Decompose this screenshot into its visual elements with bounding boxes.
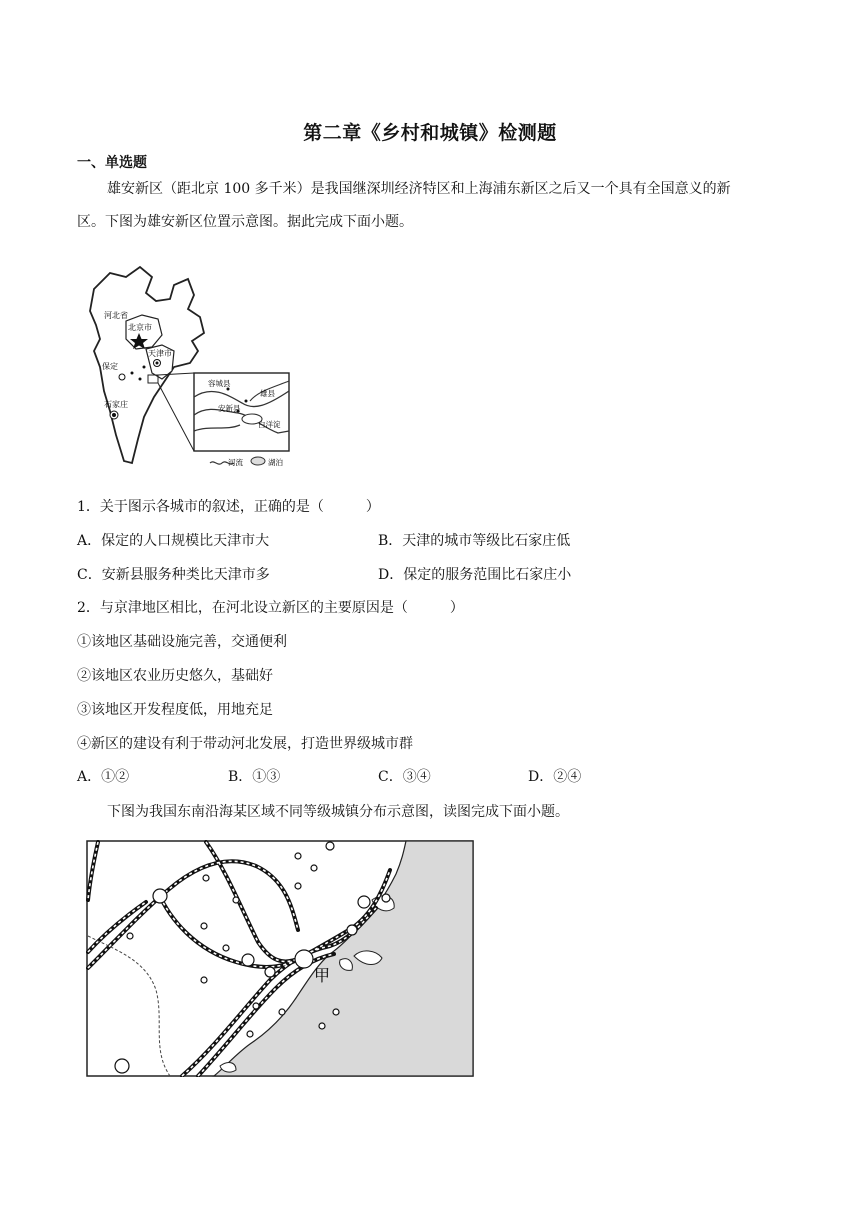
label-anxin: 安新县	[218, 404, 241, 413]
intro2: 下图为我国东南沿海某区域不同等级城镇分布示意图，读图完成下面小题。	[107, 804, 569, 820]
label-xiongxian: 雄县	[260, 389, 275, 398]
label-beijing: 北京市	[128, 323, 152, 332]
label-rongcheng: 容城县	[208, 379, 231, 388]
q2-statement-3: ③该地区开发程度低，用地充足	[77, 702, 273, 718]
section-heading: 一、单选题	[77, 155, 147, 171]
legend-lake: 湖泊	[268, 458, 283, 467]
xiongan-location-map	[82, 255, 297, 470]
q2-statement-1: ①该地区基础设施完善，交通便利	[77, 634, 287, 650]
coastal-towns-map	[86, 840, 474, 1077]
q1-stem: 1．关于图示各城市的叙述，正确的是（ ）	[77, 499, 380, 515]
q2-option-d: D．②④	[528, 769, 582, 785]
q2-option-b: B．①③	[228, 769, 281, 785]
legend-river: 河流	[228, 458, 243, 467]
q2-option-a: A．①②	[77, 769, 130, 785]
q2-statement-4: ④新区的建设有利于带动河北发展，打造世界级城市群	[77, 736, 413, 752]
label-hebei: 河北省	[104, 311, 128, 320]
q1-option-c: C．安新县服务种类比天津市多	[77, 567, 270, 583]
q1-option-b: B．天津的城市等级比石家庄低	[378, 533, 571, 549]
q2-statement-2: ②该地区农业历史悠久，基础好	[77, 668, 273, 684]
label-tianjin: 天津市	[148, 349, 172, 358]
page-title: 第二章《乡村和城镇》检测题	[303, 122, 557, 144]
q2-stem: 2．与京津地区相比，在河北设立新区的主要原因是（ ）	[77, 600, 464, 616]
intro1-line1: 雄安新区（距北京 100 多千米）是我国继深圳经济特区和上海浦东新区之后又一个具有全国意义的新	[107, 181, 731, 197]
q2-option-c: C．③④	[378, 769, 431, 785]
label-baoding: 保定	[102, 362, 118, 371]
q1-option-d: D．保定的服务范围比石家庄小	[378, 567, 572, 583]
q1-option-a: A．保定的人口规模比天津市大	[77, 533, 270, 549]
intro1-line2: 区。下图为雄安新区位置示意图。据此完成下面小题。	[77, 214, 413, 230]
label-shijiazhuang: 石家庄	[104, 400, 128, 409]
label-baiyangdian: 白洋淀	[258, 420, 281, 429]
label-jia: 甲	[314, 966, 331, 985]
